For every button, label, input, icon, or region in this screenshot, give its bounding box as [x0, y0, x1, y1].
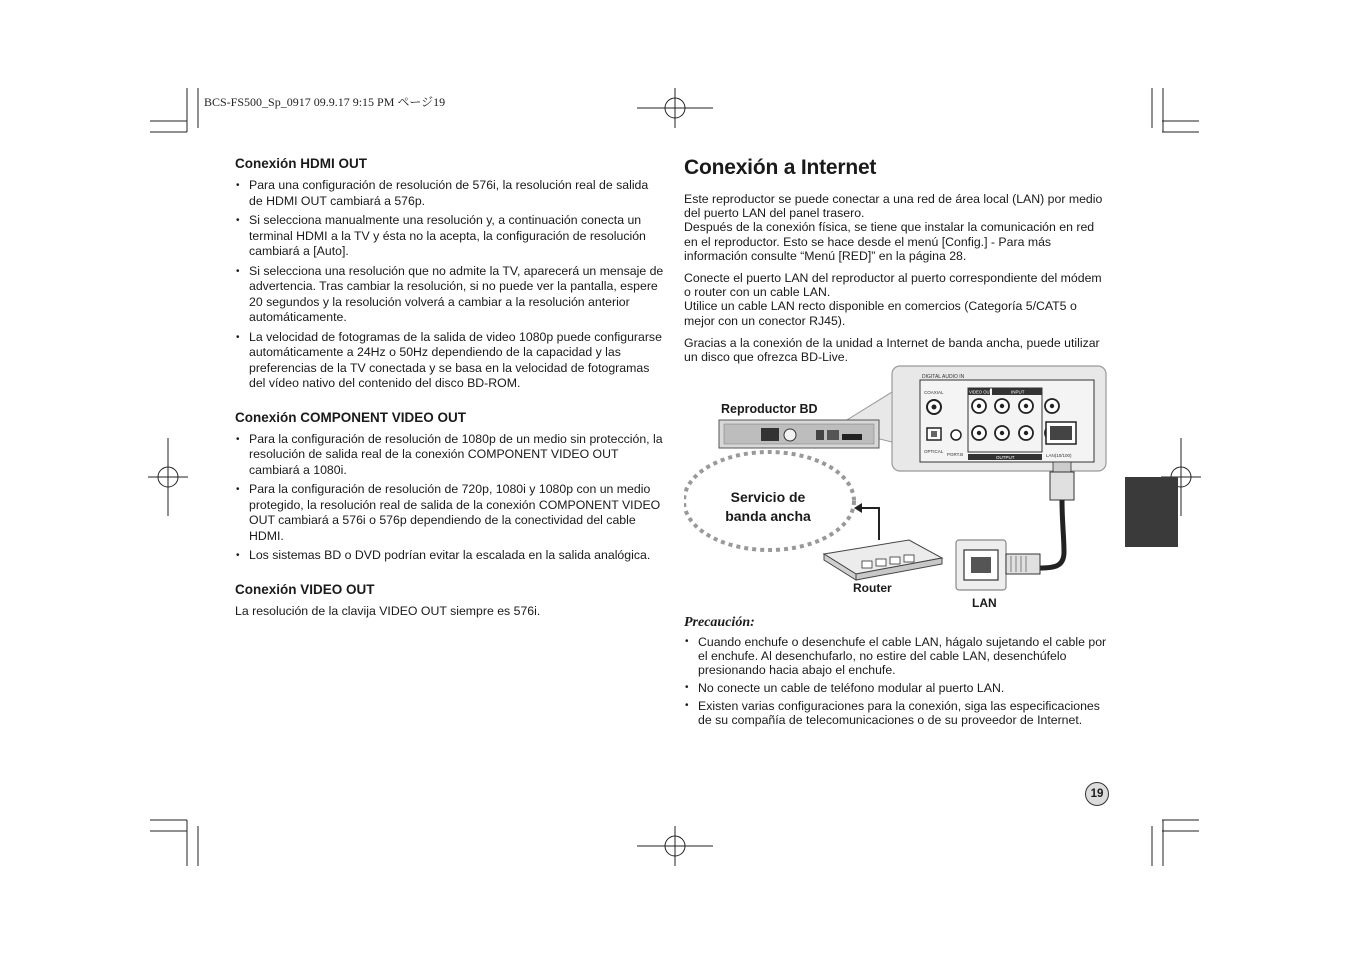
list-item: • Para la configuración de resolución de 1080p de un medio sin protección, la resolución de salida real de la conexión COMPONENT VIDEO OUT cambiará a 1080i.	[235, 432, 665, 479]
list-item: • Existen varias configuraciones para la conexión, siga las especificaciones de su compañía de telecomunicaciones o de su proveedor de Internet.	[684, 699, 1112, 727]
intro-paragraph	[684, 192, 1104, 263]
list-item: • Los sistemas BD o DVD podrían evitar la escalada en la salida analógica.	[235, 548, 665, 564]
digital-audio-label: DIGITAL AUDIO IN	[922, 374, 965, 380]
service-label-line1: Servicio de	[730, 489, 806, 505]
optical-label: OPTICAL	[924, 449, 944, 454]
video-out-heading: Conexión VIDEO OUT	[235, 581, 375, 597]
component-list	[235, 432, 665, 564]
right-column	[684, 156, 1104, 372]
list-item: • Para una configuración de resolución de 576i, la resolución real de salida de HDMI OUT cambiará a 576p.	[235, 178, 665, 209]
video-out-text: La resolución de la clavija VIDEO OUT siempre es 576i.	[235, 603, 541, 618]
file-header: BCS-FS500_Sp_0917 09.9.17 9:15 PM ページ19	[204, 95, 446, 109]
page-number: 19	[1085, 782, 1109, 806]
caution-section	[684, 615, 1112, 739]
list-item: • Cuando enchufe o desenchufe el cable LAN, hágalo sujetando el cable por el enchufe. Al desenchufarlo, no estire del cable LAN, desenchúfelo presionando hacia abajo el enchufe.	[684, 635, 1112, 677]
connect-text-1: Conecte el puerto LAN del reproductor al puerto correspondiente del módem o router con un cable LAN.	[684, 271, 1102, 300]
hdmi-list	[235, 178, 665, 392]
bdlive-paragraph: Gracias a la conexión de la unidad a Internet de banda ancha, puede utilizar un disco que ofrezca BD-Live.	[684, 335, 1100, 365]
caution-list	[684, 635, 1112, 727]
list-item: • Si selecciona una resolución que no admite la TV, aparecerá un mensaje de advertencia. Tras cambiar la resolución, si no puede ver la pantalla, espere 20 segundos y la resolución volverá a cambiar a la resolución anterior automáticamente.	[235, 264, 665, 326]
list-item: • Si selecciona manualmente una resolución y, a continuación conecta un terminal HDMI a la TV y ésta no la acepta, la configuración de resolución cambiará a [Auto].	[235, 213, 665, 260]
router-label: Router	[853, 581, 892, 595]
video-out-panel-label: VIDEO OUT	[969, 389, 993, 395]
coaxial-label: COAXIAL	[924, 390, 944, 395]
section-tab	[1125, 477, 1178, 547]
registration-target-bottom	[637, 826, 713, 866]
panel-lan-label: LAN(10/100)	[1046, 453, 1072, 458]
component-heading: Conexión COMPONENT VIDEO OUT	[235, 409, 467, 425]
page-title: Conexión a Internet	[684, 156, 877, 179]
intro-text-2: Después de la conexión física, se tiene que instalar la comunicación en red en el reproductor. Esto se hace desde el menú [Config.] - Para más información consulte “Menú [RED]” en la página 28.	[684, 220, 1095, 263]
caution-title: Precaución:	[684, 615, 755, 630]
output-panel-label: OUTPUT	[996, 455, 1015, 460]
left-column	[235, 156, 665, 626]
portb-label: PORT.B	[947, 452, 964, 457]
registration-target-top	[637, 88, 713, 128]
service-label-line2: banda ancha	[725, 508, 811, 524]
list-item: • No conecte un cable de teléfono modular al puerto LAN.	[684, 681, 1112, 695]
input-panel-label: INPUT	[1011, 389, 1025, 395]
list-item: • Para la configuración de resolución de 720p, 1080i y 1080p con un medio protegido, la resolución real de salida de la conexión COMPONENT VIDEO OUT cambiará a 576i o 576p dependiendo de la conectividad del cable HDMI.	[235, 482, 665, 544]
connection-diagram	[684, 362, 1109, 617]
connect-text-2: Utilice un cable LAN recto disponible en comercios (Categoría 5/CAT5 o mejor con un conector RJ45).	[684, 299, 1077, 328]
list-item: • La velocidad de fotogramas de la salida de video 1080p puede configurarse automáticamente a 24Hz o 50Hz dependiendo de la capacidad y las preferencias de la TV conectada y se basa en la velocidad de fotogramas del vídeo nativo del contenido del disco BD-ROM.	[235, 330, 665, 392]
registration-target-left	[148, 438, 188, 516]
lan-label: LAN	[972, 596, 997, 610]
hdmi-heading: Conexión HDMI OUT	[235, 156, 367, 171]
player-label: Reproductor BD	[721, 402, 818, 416]
connect-paragraph	[684, 271, 1104, 328]
intro-text-1: Este reproductor se puede conectar a una red de área local (LAN) por medio del puerto LAN del panel trasero.	[684, 192, 1103, 221]
